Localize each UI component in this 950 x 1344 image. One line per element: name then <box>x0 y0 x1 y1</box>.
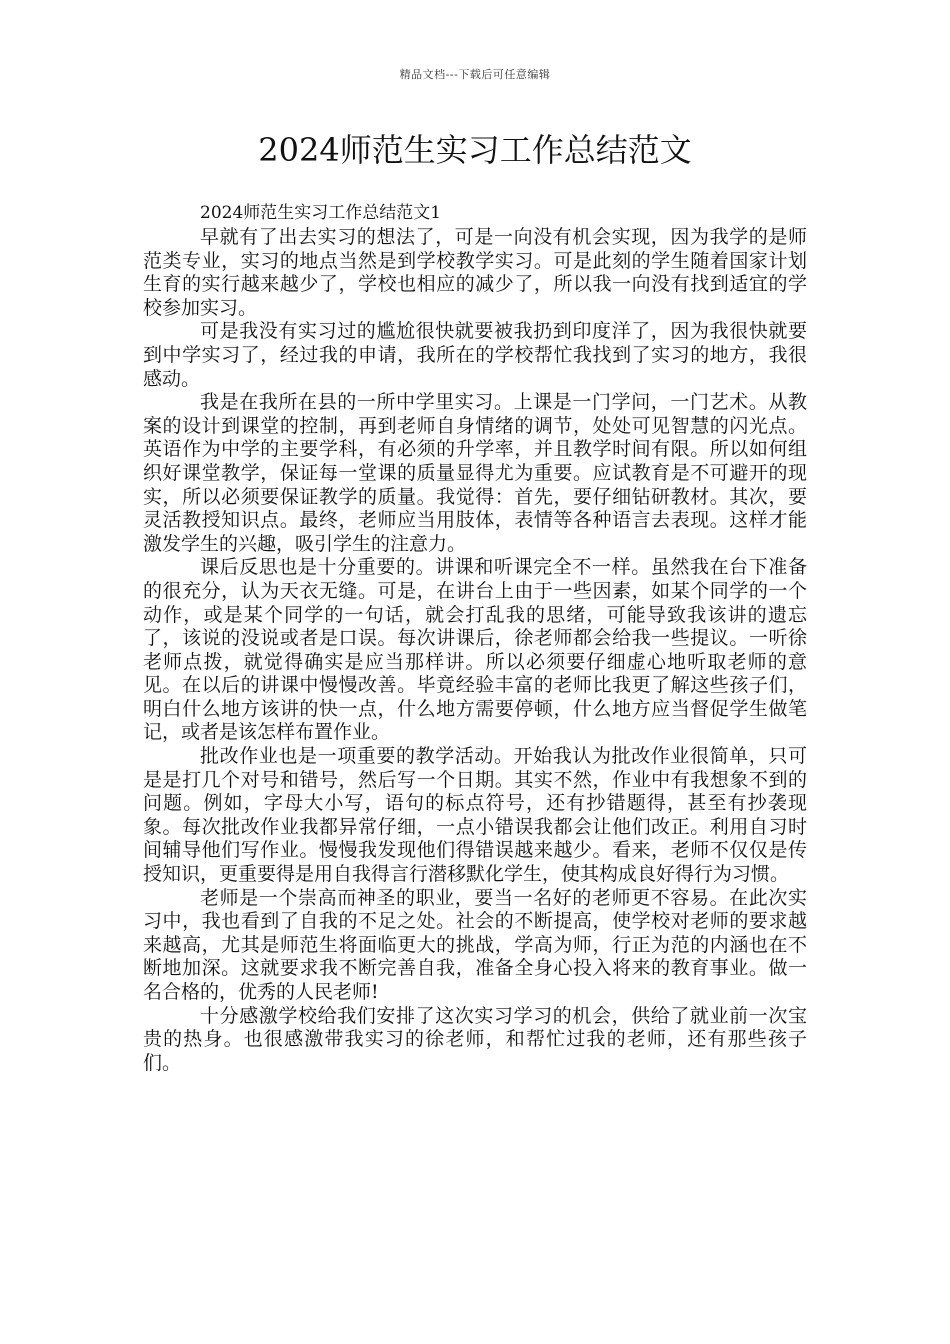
document-title: 2024师范生实习工作总结范文 <box>258 131 692 169</box>
paragraph: 可是我没有实习过的尴尬很快就要被我扔到印度洋了，因为我很快就要到中学实习了，经过我的申请，我所在的学校帮忙我找到了实习的地方，我很感动。 <box>143 320 807 390</box>
paragraph: 我是在我所在县的一所中学里实习。上课是一门学问，一门艺术。从教案的设计到课堂的控制，再到老师自身情绪的调节，处处可见智慧的闪光点。英语作为中学的主要学科，有必须的升学率，并且教学时间有限。所以如何组织好课堂教学，保证每一堂课的质量显得尤为重要。应试教育是不可避开的现实，所以必须要保证教学的质量。我觉得：首先，要仔细钻研教材。其次，要灵活教授知识点。最终，老师应当用肢体，表情等各种语言去表现。这样才能激发学生的兴趣，吸引学生的注意力。 <box>143 391 807 555</box>
document-body <box>143 200 807 1075</box>
paragraph: 老师是一个崇高而神圣的职业，要当一名好的老师更不容易。在此次实习中，我也看到了自我的不足之处。社会的不断提高，使学校对老师的要求越来越高，尤其是师范生将面临更大的挑战，学高为师，行正为范的内涵也在不断地加深。这就要求我不断完善自我，准备全身心投入将来的教育事业。做一名合格的，优秀的人民老师! <box>143 886 807 1003</box>
paragraph: 课后反思也是十分重要的。讲课和听课完全不一样。虽然我在台下准备的很充分，认为天衣无缝。可是，在讲台上由于一些因素，如某个同学的一个动作，或是某个同学的一句话，就会打乱我的思绪，可能导致我该讲的遗忘了，该说的没说或者是口误。每次讲课后，徐老师都会给我一些提议。一听徐老师点拨，就觉得确实是应当那样讲。所以必须要仔细虚心地听取老师的意见。在以后的讲课中慢慢改善。毕竟经验丰富的老师比我更了解这些孩子们，明白什么地方该讲的快一点，什么地方需要停顿，什么地方应当督促学生做笔记，或者是该怎样布置作业。 <box>143 556 807 744</box>
header-note: 精品文档---下载后可任意编辑 <box>399 68 551 81</box>
paragraph: 十分感激学校给我们安排了这次实习学习的机会，供给了就业前一次宝贵的热身。也很感激带我实习的徐老师，和帮忙过我的老师，还有那些孩子们。 <box>143 1004 807 1074</box>
section-subtitle: 2024师范生实习工作总结范文1 <box>200 203 442 223</box>
paragraph: 批改作业也是一项重要的教学活动。开始我认为批改作业很简单，只可是是打几个对号和错号，然后写一个日期。其实不然，作业中有我想象不到的问题。例如，字母大小写，语句的标点符号，还有抄错题得，甚至有抄袭现象。每次批改作业我都异常仔细，一点小错误我都会让他们改正。利用自习时间辅导他们写作业。慢慢我发现他们得错误越来越少。看来，老师不仅仅是传授知识，更重要得是用自我得言行潜移默化学生，使其构成良好得行为习惯。 <box>143 745 807 886</box>
paragraph: 早就有了出去实习的想法了，可是一向没有机会实现，因为我学的是师范类专业，实习的地点当然是到学校教学实习。可是此刻的学生随着国家计划生育的实行越来越少了，学校也相应的减少了，所以我一向没有找到适宜的学校参加实习。 <box>143 226 807 319</box>
